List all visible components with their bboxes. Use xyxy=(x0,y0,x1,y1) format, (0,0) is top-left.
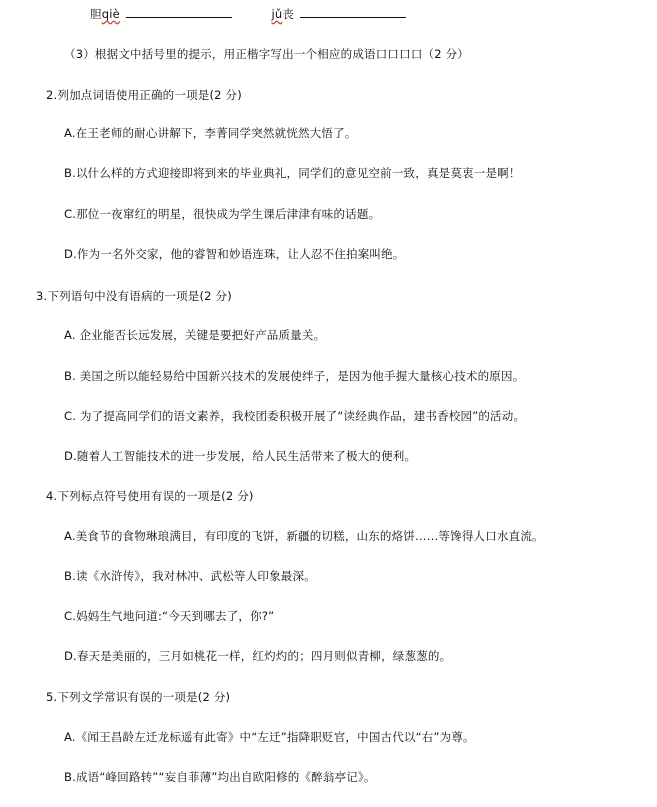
item2-char: 丧 xyxy=(282,7,295,21)
sub-question-3: （3）根据文中括号里的提示，用正楷字写出一个相应的成语口口口口（2 分） xyxy=(64,47,469,61)
question-2-stem: 2.列加点词语使用正确的一项是(2 分) xyxy=(46,88,242,102)
question-2-option-d: D.作为一名外交家，他的睿智和妙语连珠，让人忍不住拍案叫绝。 xyxy=(64,247,405,261)
question-4-option-d: D.春天是美丽的，三月如桃花一样，红灼灼的；四月则似青柳，绿葱葱的。 xyxy=(64,649,452,663)
question-4-stem: 4.下列标点符号使用有误的一项是(2 分) xyxy=(46,489,254,503)
question-4-option-a: A.美食节的食物琳琅满目，有印度的飞饼，新疆的切糕，山东的烙饼……等馋得人口水直流。 xyxy=(64,529,544,543)
question-2-option-c: C.那位一夜窜红的明星，很快成为学生课后津津有味的话题。 xyxy=(64,207,381,221)
item2-pinyin: jǔ xyxy=(271,7,283,21)
question-3-option-c: C. 为了提高同学们的语文素养，我校团委积极开展了“读经典作品，建书香校园”的活动。 xyxy=(64,409,526,423)
item1-pinyin: qiè xyxy=(101,7,120,21)
item1-char: 胆 xyxy=(90,7,102,21)
question-3-option-d: D.随着人工智能技术的进一步发展，给人民生活带来了极大的便利。 xyxy=(64,449,417,463)
question-2-option-b: B.以什么样的方式迎接即将到来的毕业典礼，同学们的意见空前一致，真是莫衷一是啊！ xyxy=(64,166,521,180)
question-5-stem: 5.下列文学常识有误的一项是(2 分) xyxy=(46,690,231,704)
question-4-option-b: B.读《水浒传》，我对林冲、武松等人印象最深。 xyxy=(64,569,316,583)
item2-answer-blank[interactable] xyxy=(300,6,406,18)
question-3-option-a: A. 企业能否长远发展，关键是要把好产品质量关。 xyxy=(64,328,326,342)
question-5-option-b: B.成语“峰回路转”“妄自菲薄”均出自欧阳修的《醉翁亭记》。 xyxy=(64,770,376,784)
question-2-option-a: A.在王老师的耐心讲解下，李菁同学突然就恍然大悟了。 xyxy=(64,126,357,140)
question-3-option-b: B. 美国之所以能轻易给中国新兴技术的发展使绊子，是因为他手握大量核心技术的原因。 xyxy=(64,369,525,383)
question-4-option-c: C.妈妈生气地问道:“今天到哪去了，你?” xyxy=(64,609,275,623)
item1-answer-blank[interactable] xyxy=(126,6,232,18)
question-5-option-a: A.《闻王昌龄左迁龙标遥有此寄》中“左迁”指降职贬官，中国古代以“右”为尊。 xyxy=(64,730,475,744)
pinyin-fill-row xyxy=(90,6,406,22)
question-3-stem: 3.下列语句中没有语病的一项是(2 分) xyxy=(36,289,232,303)
